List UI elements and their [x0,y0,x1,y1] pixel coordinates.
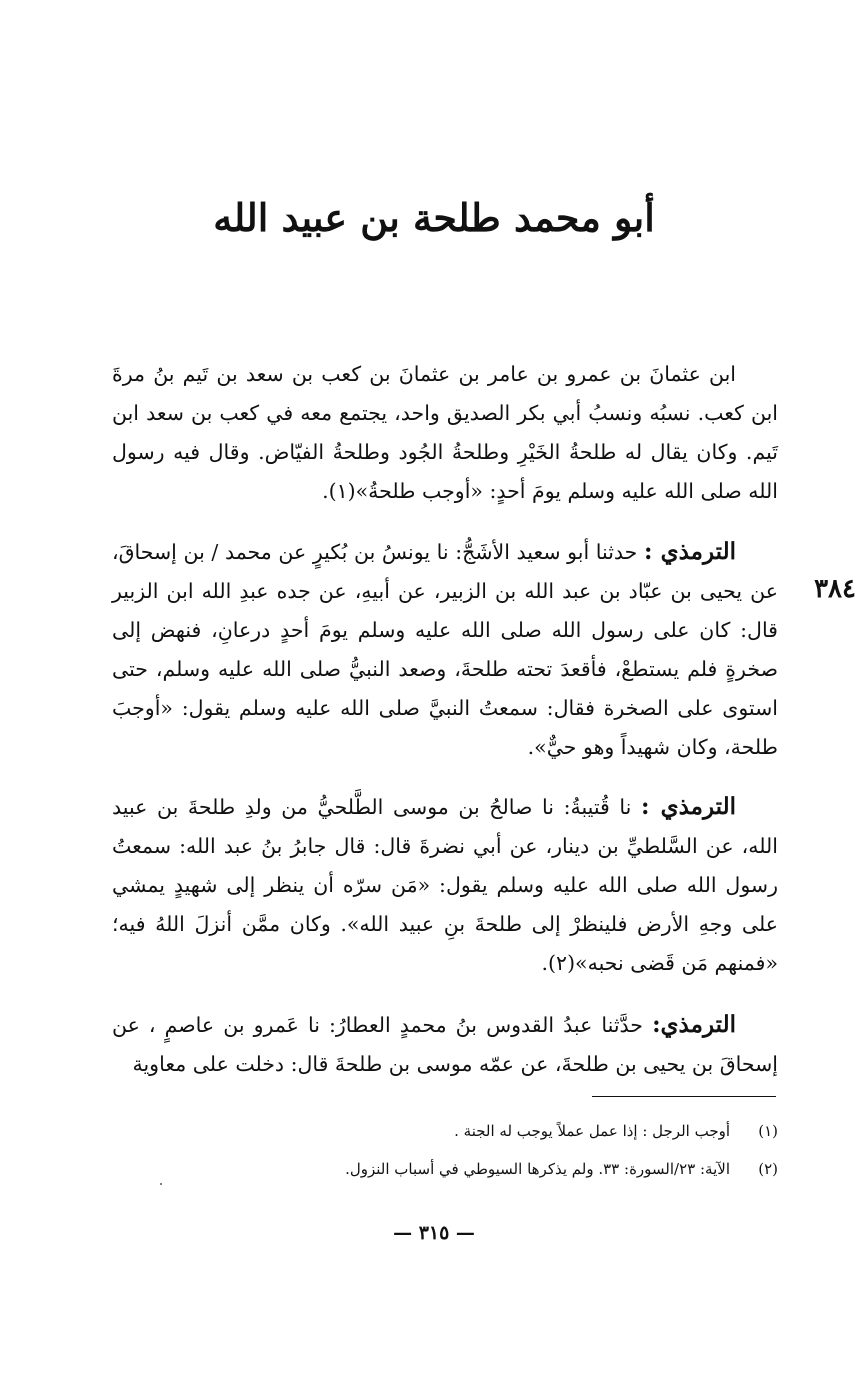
footnote-text: الآية: ٢٣/السورة: ٣٣. ولم يذكرها السيوطي في أسباب النزول. [345,1160,730,1178]
footnote-2 [280,1150,778,1188]
page-number: — ٣١٥ — [393,1222,475,1244]
footnotes [280,1112,778,1188]
hadith-text: حدثنا أبو سعيد الأشَجُّ: نا يونسُ بن بُكيرٍ عن محمد / بن إسحاقَ، عن يحيى بن عبّاد بن عبد الله بن الزبير، عن أبيهِ، عن جده عبدِ الله ابن الزبير قال: كان على رسول الله صلى الله عليه وسلم يومَ أحدٍ درعانِ، فنهض إلى صخرةٍ فلم يستطعْ، فأقعدَ تحته طلحةَ، وصعد النبيُّ صلى الله عليه وسلم، حتى استوى على الصخرة فقال: سمعتُ النبيَّ صلى الله عليه وسلم يقول: «أوجبَ طلحة، وكان شهيداً وهو حيٌّ». [112,540,778,759]
footnote-divider [592,1096,776,1097]
hadith-text: نا قُتيبةُ: نا صالحُ بن موسى الطَّلحيُّ من ولدِ طلحةَ بن عبيد الله، عن السَّلطيِّ بن دينار، عن أبي نضرةَ قال: قال جابرُ بنُ عبد الله: سمعتُ رسول الله صلى الله عليه وسلم يقول: «مَن سرّه أن ينظر إلى شهيدٍ يمشي على وجهِ الأرض فلينظرْ إلى طلحةَ بنِ عبيد الله». وكان ممَّن أنزلَ اللهُ فيه؛ «فمنهم مَن قَضى نحبه»(٢). [112,795,778,975]
hadith-text: حدَّثنا عبدُ القدوس بنُ محمدٍ العطارُ: نا عَمرو بن عاصمٍ ، عن إسحاقَ بن يحيى بن طلحةَ، عن عمّه موسى بن طلحةَ قال: دخلت على معاوية [112,1013,778,1076]
margin-hadith-number: ٣٨٤ [814,574,856,604]
footnote-number: (٢) [758,1160,778,1178]
intro-paragraph-text: ابن عثمانَ بن عمرو بن عامر بن عثمانَ بن كعب بن سعد بن تَيم بنُ مرةَ ابن كعب. نسبُه ونسبُ أبي بكر الصديق واحد، يجتمع معه في كعب بن سعد ابن تَيم. وكان يقال له طلحةُ الخَيْرِ وطلحةُ الجُود وطلحةُ الفيّاض. وقال فيه رسول الله صلى الله عليه وسلم يومَ أحدٍ: «أوجب طلحةُ»(١). [112,362,778,503]
source-label: الترمذي : [640,793,736,820]
source-label: الترمذي: [652,1011,736,1038]
footnote-1 [280,1112,778,1150]
print-speck [160,1183,162,1185]
intro-paragraph [112,355,778,511]
footnote-number: (١) [758,1122,778,1140]
hadith-paragraph-2 [112,787,778,983]
hadith-paragraph-1 [112,532,778,767]
hadith-paragraph-3 [112,1005,778,1084]
footnote-text: أوجب الرجل : إذا عمل عملاً يوجب له الجنة . [454,1122,730,1140]
chapter-title: أبو محمد طلحة بن عبيد الله [213,195,655,240]
source-label: الترمذي : [643,538,736,565]
